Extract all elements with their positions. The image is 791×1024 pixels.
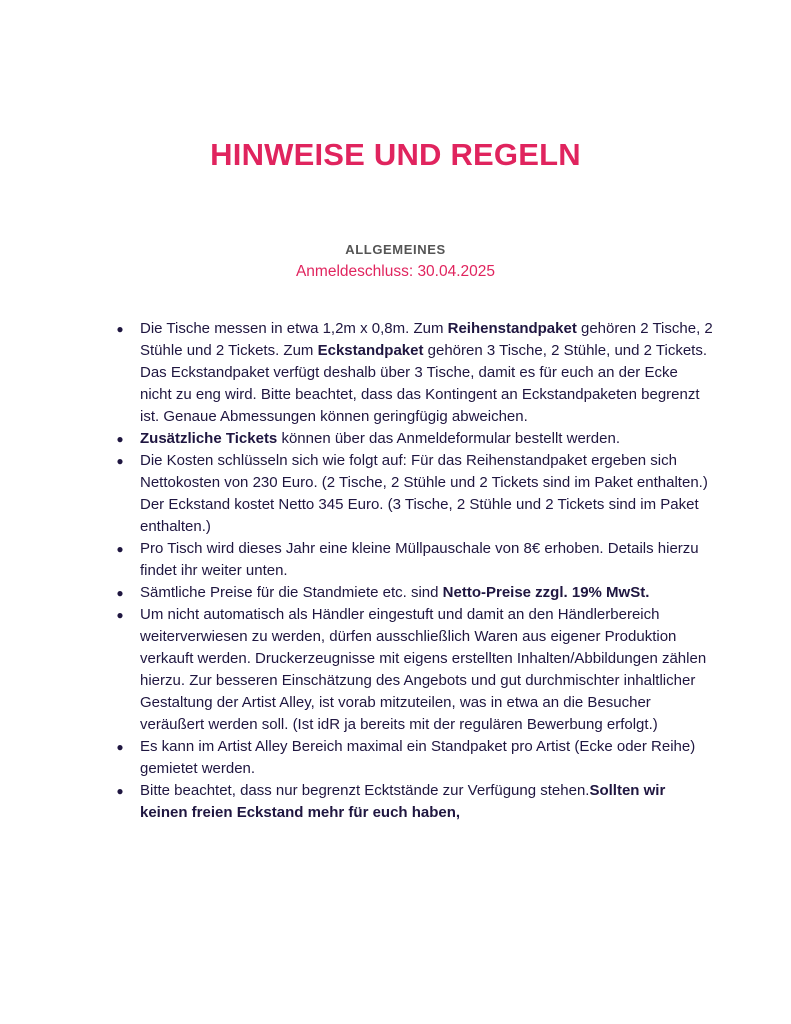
bullet-icon: ● [116,608,124,622]
bullet-icon: ● [116,740,124,754]
rule-text: Bitte beachtet, dass nur begrenzt Ecktstände zur Verfügung stehen. [140,782,590,799]
rule-text: Die Tische messen in etwa 1,2m x 0,8m. Zum [140,320,448,337]
rule-item-net-prices [113,582,713,604]
bullet-icon: ● [116,322,124,336]
rule-item-corner-stands [113,780,713,824]
rule-text: gehören 3 Tische, 2 Stühle, und 2 Tickets. Das Eckstandpaket verfügt deshalb über 3 Tische, damit es für euch an der Ecke nicht zu eng wird. Bitte beachtet, dass das Kontingent an Eckstandpaketen begrenzt ist. Genaue Abmessungen können geringfügig abweichen. [140,342,707,425]
bullet-icon: ● [116,454,124,468]
section-heading: ALLGEMEINES [345,242,446,257]
rule-text: Die Kosten schlüsseln sich wie folgt auf: Für das Reihenstandpaket ergeben sich Nettokosten von 230 Euro. (2 Tische, 2 Stühle und 2 Tickets sind im Paket enthalten.) Der Eckstand kostet Netto 345 Euro. (3 Tische, 2 Stühle und 2 Tickets sind im Paket enthalten.) [140,452,708,535]
rule-bold-text: Zusätzliche Tickets [140,430,278,447]
bullet-icon: ● [116,542,124,556]
rule-item-waste-fee [113,538,713,582]
bullet-icon: ● [116,586,124,600]
rules-list [113,318,713,824]
rule-bold-text: Eckstandpaket [317,342,424,359]
rule-bold-text: Netto-Preise zzgl. 19% MwSt. [442,584,650,601]
bullet-icon: ● [116,432,124,446]
rule-text: Sämtliche Preise für die Standmiete etc. sind [140,584,443,601]
rule-item-own-production [113,604,713,736]
rule-text: Pro Tisch wird dieses Jahr eine kleine Müllpauschale von 8€ erhoben. Details hierzu findet ihr weiter unten. [140,540,699,579]
rule-text: können über das Anmeldeformular bestellt werden. [277,430,620,447]
rule-text: Um nicht automatisch als Händler eingestuft und damit an den Händlerbereich weiterverwiesen zu werden, dürfen ausschließlich Waren aus eigener Produktion verkauft werden. Druckerzeugnisse mit eigens erstellten Inhalten/Abbildungen zählen hierzu. Zur besseren Einschätzung des Angebots und gut durchmischter inhaltlicher Gestaltung der Artist Alley, ist vorab mitzuteilen, was in etwa an die Besucher veräußert werden soll. (Ist idR ja bereits mit der regulären Bewerbung erfolgt.) [140,606,707,733]
rule-text: Es kann im Artist Alley Bereich maximal ein Standpaket pro Artist (Ecke oder Reihe) gemietet werden. [140,738,696,777]
registration-deadline: Anmeldeschluss: 30.04.2025 [295,263,496,280]
rule-bold-text: Reihenstandpaket [447,320,577,337]
rule-item-costs [113,450,713,538]
bullet-icon: ● [116,784,124,798]
page-title: HINWEISE UND REGELN [210,137,581,172]
rule-item-table-size [113,318,713,428]
rule-bold-text: Sollten wir keinen freien Eckstand mehr für euch haben, [140,782,666,821]
rule-item-extra-tickets [113,428,713,450]
rule-text: gehören 2 Tische, 2 Stühle und 2 Tickets. Zum [140,320,713,359]
rule-item-one-package [113,736,713,780]
